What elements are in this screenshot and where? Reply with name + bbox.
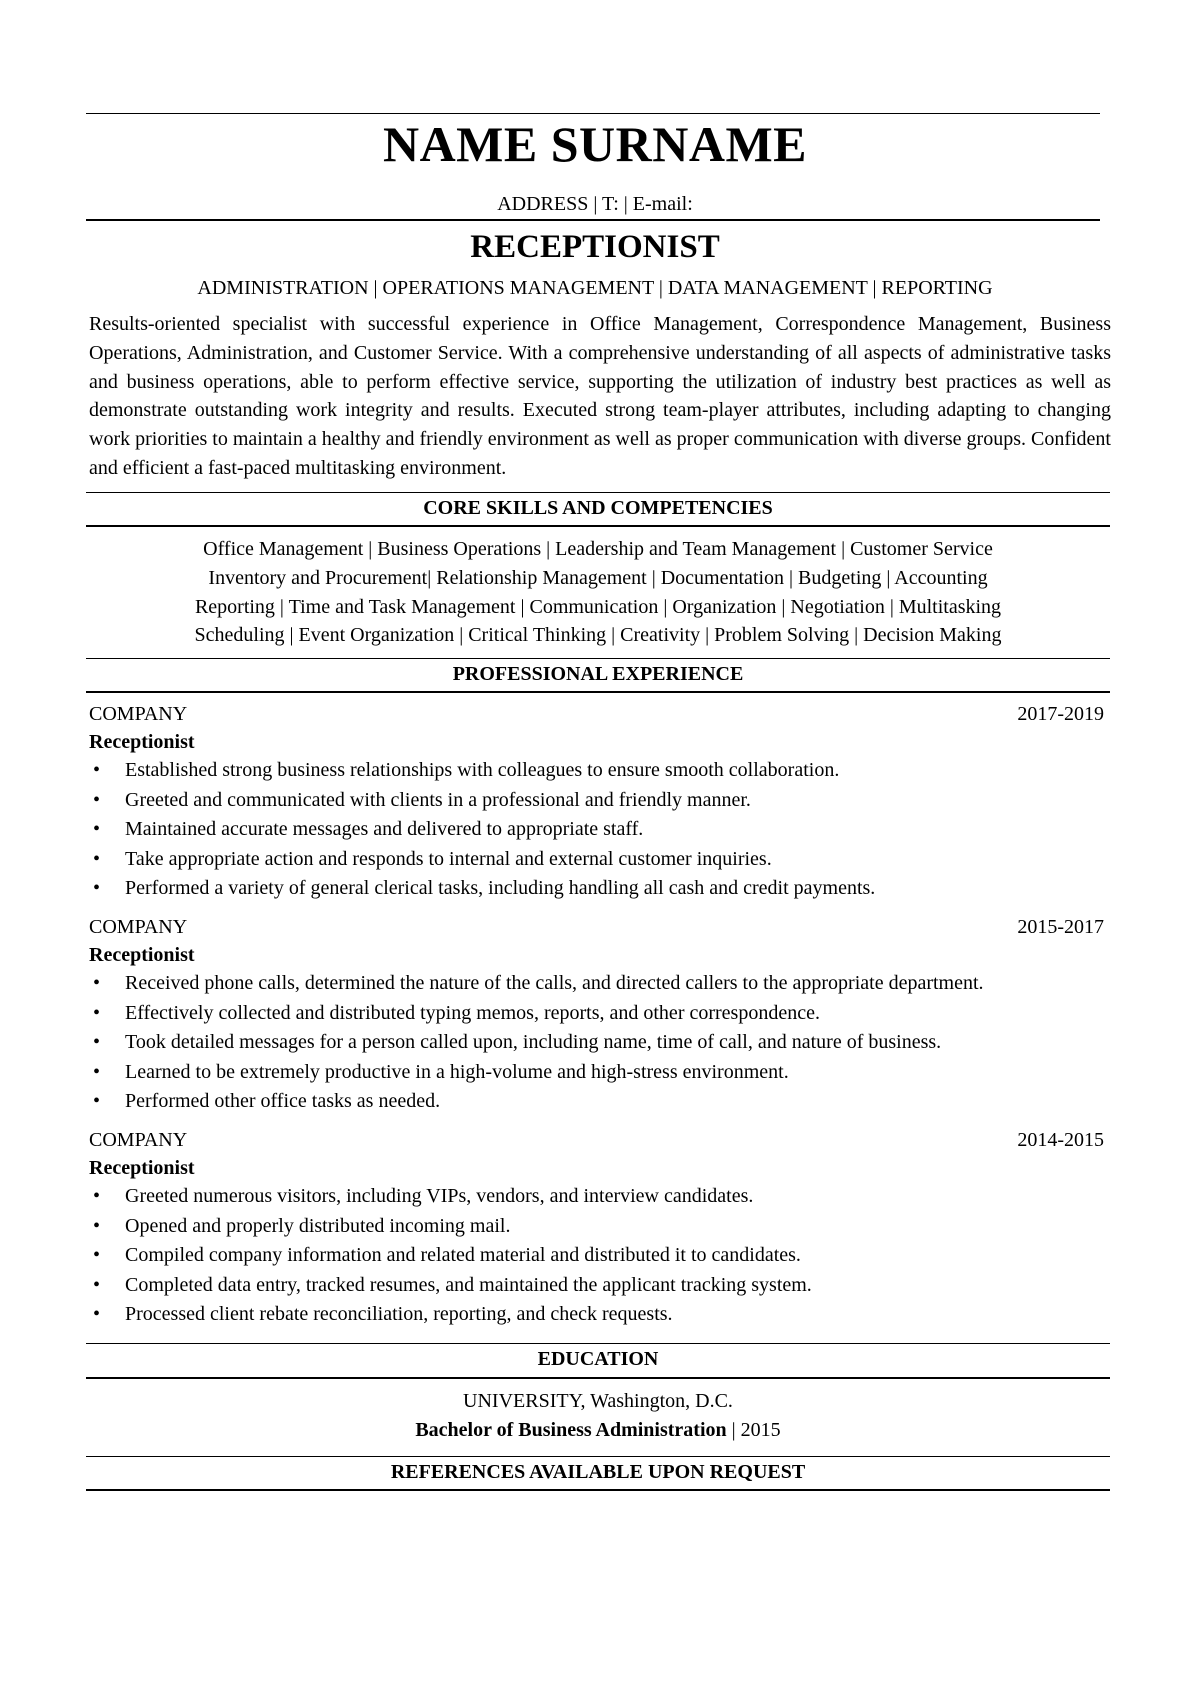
bullet-icon: • bbox=[93, 1303, 101, 1326]
education-rule-bottom bbox=[86, 1377, 1110, 1379]
education-rule-top bbox=[86, 1343, 1110, 1344]
skills-line: Office Management | Business Operations | Leadership and Team Management | Customer Service bbox=[203, 538, 993, 560]
job-company: COMPANY bbox=[89, 703, 188, 725]
skills-line: Reporting | Time and Task Management | Communication | Organization | Negotiation | Multitasking bbox=[194, 595, 1002, 618]
bullet-icon: • bbox=[93, 1214, 101, 1237]
bullet-icon: • bbox=[93, 847, 101, 870]
contact-line: ADDRESS | T: | E-mail: bbox=[497, 193, 693, 215]
education-degree-line bbox=[86, 1417, 1110, 1443]
bullet-icon: • bbox=[93, 1031, 101, 1054]
list-item: • Completed data entry, tracked resumes, and maintained the applicant tracking system. bbox=[89, 1271, 1119, 1301]
skills-line: Inventory and Procurement| Relationship Management | Documentation | Budgeting | Accounting bbox=[208, 566, 988, 589]
candidate-name: NAME SURNAME bbox=[382, 116, 808, 172]
skills-rule-bottom bbox=[86, 525, 1110, 527]
list-item: • Received phone calls, determined the nature of the calls, and directed callers to the appropriate department. bbox=[89, 969, 1119, 999]
references-rule-bottom bbox=[86, 1489, 1110, 1491]
experience-heading: PROFESSIONAL EXPERIENCE bbox=[452, 663, 744, 685]
list-item: • Performed other office tasks as needed. bbox=[89, 1087, 1119, 1117]
bullet-icon: • bbox=[93, 1185, 101, 1207]
experience-rule-bottom bbox=[86, 691, 1110, 693]
list-item: • Learned to be extremely productive in a high-volume and high-stress environment. bbox=[89, 1058, 1119, 1088]
summary-paragraph: Results-oriented specialist with successful experience in Office Management, Correspondence Management, Business Operations, Administration, and Customer Service. With a comprehensive understanding of all aspects of administrative tasks and business operations, able to perform effective service, supporting the utilization of industry best practices as well as demonstrate outstanding work integrity and results. Executed strong team-player attributes, including adapting to changing work priorities to maintain a healthy and friendly environment as well as proper communication with diverse groups. Confident and efficient a fast-paced multitasking environment. bbox=[89, 313, 1111, 479]
job-dates: 2015-2017 bbox=[1017, 916, 1104, 938]
list-item: • Performed a variety of general clerical tasks, including handling all cash and credit payments. bbox=[89, 874, 1119, 904]
job-bullets bbox=[89, 1182, 1119, 1330]
bullet-icon: • bbox=[93, 972, 101, 994]
education-school: UNIVERSITY, Washington, D.C. bbox=[463, 1390, 733, 1412]
job-dates: 2017-2019 bbox=[1017, 703, 1104, 725]
skills-line: Scheduling | Event Organization | Critical Thinking | Creativity | Problem Solving | Decision Making bbox=[194, 624, 1002, 647]
bullet-icon: • bbox=[93, 759, 101, 781]
job-dates: 2014-2015 bbox=[1017, 1129, 1104, 1151]
list-item: • Established strong business relationships with colleagues to ensure smooth collaboration. bbox=[89, 756, 1119, 786]
education-year: 2015 bbox=[740, 1419, 781, 1441]
list-item: • Took detailed messages for a person called upon, including name, time of call, and nature of business. bbox=[89, 1028, 1119, 1058]
bullet-icon: • bbox=[93, 1273, 101, 1296]
skills-list bbox=[86, 535, 1110, 650]
skills-rule-top bbox=[86, 492, 1110, 493]
bullet-icon: • bbox=[93, 1244, 101, 1267]
education-separator: | bbox=[731, 1419, 736, 1441]
education-degree: Bachelor of Business Administration bbox=[415, 1419, 727, 1441]
job-company: COMPANY bbox=[89, 916, 188, 938]
job-bullets bbox=[89, 969, 1119, 1117]
education-heading: EDUCATION bbox=[537, 1348, 659, 1370]
list-item: • Maintained accurate messages and delivered to appropriate staff. bbox=[89, 815, 1119, 845]
list-item: • Greeted numerous visitors, including VIPs, vendors, and interview candidates. bbox=[89, 1182, 1119, 1212]
header-rule bbox=[86, 219, 1100, 221]
bullet-icon: • bbox=[93, 1060, 101, 1083]
list-item: • Compiled company information and related material and distributed it to candidates. bbox=[89, 1241, 1119, 1271]
job-bullets bbox=[89, 756, 1119, 904]
list-item: • Opened and properly distributed incoming mail. bbox=[89, 1212, 1119, 1242]
bullet-icon: • bbox=[93, 1090, 101, 1113]
job-role: Receptionist bbox=[89, 944, 195, 966]
references-rule-top bbox=[86, 1456, 1110, 1457]
skills-heading: CORE SKILLS AND COMPETENCIES bbox=[423, 497, 773, 519]
bullet-icon: • bbox=[93, 1001, 101, 1024]
job-title: RECEPTIONIST bbox=[470, 229, 720, 265]
list-item: • Processed client rebate reconciliation, reporting, and check requests. bbox=[89, 1300, 1119, 1330]
experience-rule-top bbox=[86, 658, 1110, 659]
job-role: Receptionist bbox=[89, 731, 195, 753]
list-item: • Take appropriate action and responds to internal and external customer inquiries. bbox=[89, 845, 1119, 875]
bullet-icon: • bbox=[93, 877, 101, 900]
references-note: REFERENCES AVAILABLE UPON REQUEST bbox=[390, 1461, 806, 1483]
job-role: Receptionist bbox=[89, 1157, 195, 1179]
specialties-line: ADMINISTRATION | OPERATIONS MANAGEMENT | DATA MANAGEMENT | REPORTING bbox=[197, 277, 993, 299]
list-item: • Effectively collected and distributed typing memos, reports, and other correspondence. bbox=[89, 999, 1119, 1029]
job-company: COMPANY bbox=[89, 1129, 188, 1151]
list-item: • Greeted and communicated with clients in a professional and friendly manner. bbox=[89, 786, 1119, 816]
bullet-icon: • bbox=[93, 818, 101, 841]
bullet-icon: • bbox=[93, 788, 101, 811]
